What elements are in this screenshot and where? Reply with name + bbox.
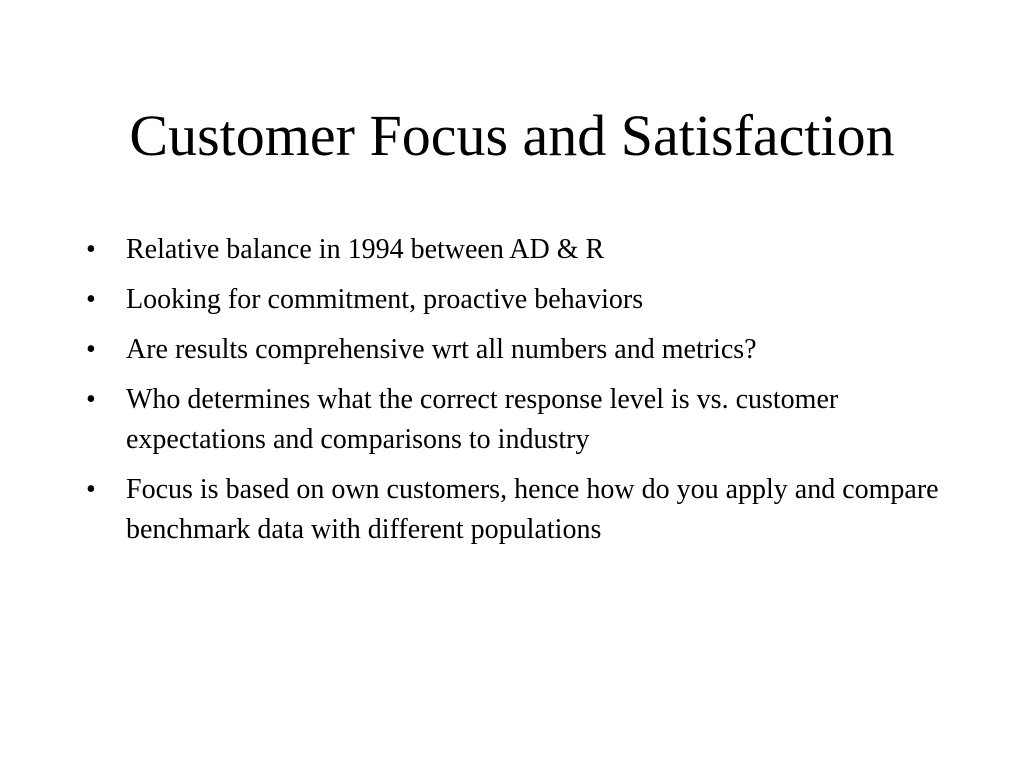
slide-title: Customer Focus and Satisfaction xyxy=(129,103,895,168)
bullet-item xyxy=(86,280,966,320)
bullet-text: Are results comprehensive wrt all numbers and metrics? xyxy=(126,334,757,365)
bullet-text: Focus is based on own customers, hence how do you apply and compare benchmark data with different populations xyxy=(126,474,939,545)
bullet-text: Relative balance in 1994 between AD & R xyxy=(126,234,605,265)
bullet-item xyxy=(86,380,966,460)
bullet-marker: • xyxy=(86,334,96,365)
bullet-text: Looking for commitment, proactive behaviors xyxy=(126,284,644,315)
bullet-marker: • xyxy=(86,234,96,265)
bullet-list xyxy=(86,230,966,560)
bullet-marker: • xyxy=(86,474,96,505)
bullet-text: Who determines what the correct response level is vs. customer expectations and comparisons to industry xyxy=(126,384,839,455)
bullet-marker: • xyxy=(86,284,96,315)
bullet-item xyxy=(86,230,966,270)
bullet-marker: • xyxy=(86,384,96,415)
bullet-item xyxy=(86,470,966,550)
bullet-item xyxy=(86,330,966,370)
